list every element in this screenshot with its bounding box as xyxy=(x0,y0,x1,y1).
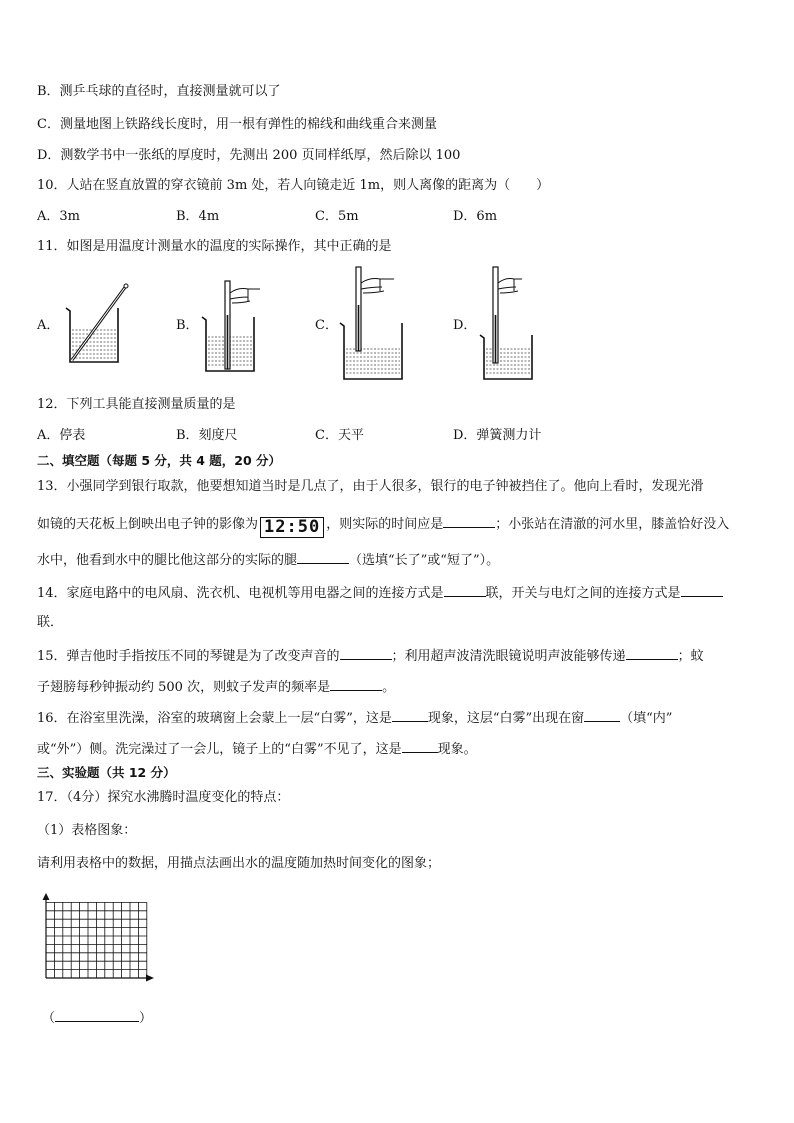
q10-option-b: B．4m xyxy=(176,209,220,224)
q14-blank-1[interactable] xyxy=(444,583,486,597)
q9-option-d: D．测数学书中一张纸的厚度时，先测出 200 页同样纸厚，然后除以 100 xyxy=(37,148,461,163)
q17-paren-left: （ xyxy=(42,1011,56,1026)
q10-option-a: A．3m xyxy=(37,209,80,224)
q16-text-e: 现象。 xyxy=(437,742,477,757)
q12-option-a: A．停表 xyxy=(37,428,86,443)
q11-stem: 11．如图是用温度计测量水的温度的实际操作，其中正确的是 xyxy=(37,239,392,254)
q10-option-c: C．5m xyxy=(315,209,359,224)
q12-option-c: C．天平 xyxy=(315,428,364,443)
q15-blank-1[interactable] xyxy=(340,646,392,660)
q16-line-2 xyxy=(37,739,477,759)
q15-blank-3[interactable] xyxy=(330,677,382,691)
mirror-clock-display: 12:50 xyxy=(260,517,324,538)
q13-blank-2[interactable] xyxy=(297,550,349,564)
section-experiment-heading: 三、实验题（共 12 分） xyxy=(37,765,176,780)
q14-blank-2[interactable] xyxy=(681,583,723,597)
q14-text-b: 联，开关与电灯之间的连接方式是 xyxy=(485,586,681,601)
q16-line-1 xyxy=(37,708,672,728)
q13-text-c: ；小张站在清澈的河水里，膝盖恰好没入 xyxy=(495,517,730,532)
q16-blank-2[interactable] xyxy=(584,708,620,722)
q15-text-e: 。 xyxy=(382,680,396,695)
q16-text-d: 或“外”）侧。洗完澡过了一会儿，镜子上的“白雾”不见了，这是 xyxy=(37,742,402,757)
q15-text-b: ；利用超声波清洗眼镜说明声波能够传递 xyxy=(391,649,626,664)
q14-line-2: 联． xyxy=(37,615,64,630)
q17-paren-right: ） xyxy=(139,1011,153,1026)
q13-text-e: （选填“长了”或“短了”）。 xyxy=(349,553,500,568)
q16-blank-1[interactable] xyxy=(392,708,428,722)
q11-label-d: D． xyxy=(453,318,477,333)
q16-text-c: （填“内” xyxy=(620,711,673,726)
q13-text-d: 水中，他看到水中的腿比他这部分的实际的腿 xyxy=(37,553,298,568)
q16-text-b: 现象，这层“白雾”出现在窗 xyxy=(427,711,585,726)
q13-line-1: 13．小强同学到银行取款，他要想知道当时是几点了，由于人很多，银行的电子钟被挡住了。他向上看时，发现光滑 xyxy=(37,479,704,494)
q13-line-3 xyxy=(37,550,499,570)
temperature-time-graph-grid[interactable] xyxy=(38,890,158,990)
beaker-c-figure xyxy=(336,265,426,383)
q12-option-b: B．刻度尺 xyxy=(176,428,238,443)
q17-instruction: 请利用表格中的数据，用描点法画出水的温度随加热时间变化的图象； xyxy=(37,856,441,871)
q10-option-d: D．6m xyxy=(453,209,498,224)
q17-stem: 17．（4分）探究水沸腾时温度变化的特点： xyxy=(37,790,290,805)
beaker-b-figure xyxy=(198,275,278,375)
q10-stem: 10．人站在竖直放置的穿衣镜前 3m 处，若人向镜走近 1m，则人离像的距离为（ ） xyxy=(37,178,550,193)
section-fill-in-heading: 二、填空题（每题 5 分，共 4 题，20 分） xyxy=(37,453,282,468)
q12-option-d: D．弹簧测力计 xyxy=(453,428,542,443)
q11-label-a: A． xyxy=(37,318,60,333)
q17-part-1: （1）表格图象： xyxy=(37,823,137,838)
q11-label-b: B． xyxy=(176,318,199,333)
q9-option-c: C．测量地图上铁路线长度时，用一根有弹性的棉线和曲线重合来测量 xyxy=(37,117,437,132)
q17-answer-line xyxy=(42,1008,152,1028)
q14-line-1 xyxy=(37,583,723,603)
q15-blank-2[interactable] xyxy=(626,646,678,660)
q11-label-c: C． xyxy=(315,318,338,333)
q15-text-a: 15．弹吉他时手指按压不同的琴键是为了改变声音的 xyxy=(37,649,340,664)
q9-option-b: B．测乒乓球的直径时，直接测量就可以了 xyxy=(37,84,281,99)
q17-answer-blank[interactable] xyxy=(55,1008,139,1022)
q12-stem: 12．下列工具能直接测量质量的是 xyxy=(37,397,236,412)
q13-text-a: 如镜的天花板上倒映出电子钟的影像为 xyxy=(37,517,259,532)
q15-line-1 xyxy=(37,646,704,666)
q15-line-2 xyxy=(37,677,395,697)
q14-text-a: 14．家庭电路中的电风扇、洗衣机、电视机等用电器之间的连接方式是 xyxy=(37,586,444,601)
q15-text-c: ；蚊 xyxy=(677,649,704,664)
q13-line-2 xyxy=(37,514,729,538)
q16-text-a: 16．在浴室里洗澡，浴室的玻璃窗上会蒙上一层“白雾”，这是 xyxy=(37,711,392,726)
q15-text-d: 子翅膀每秒钟振动约 500 次，则蚊子发声的频率是 xyxy=(37,680,331,695)
q16-blank-3[interactable] xyxy=(402,739,438,753)
q13-blank-1[interactable] xyxy=(443,514,495,528)
beaker-d-figure xyxy=(476,265,556,383)
beaker-a-figure xyxy=(60,282,140,367)
q13-text-b: ，则实际的时间应是 xyxy=(326,517,444,532)
